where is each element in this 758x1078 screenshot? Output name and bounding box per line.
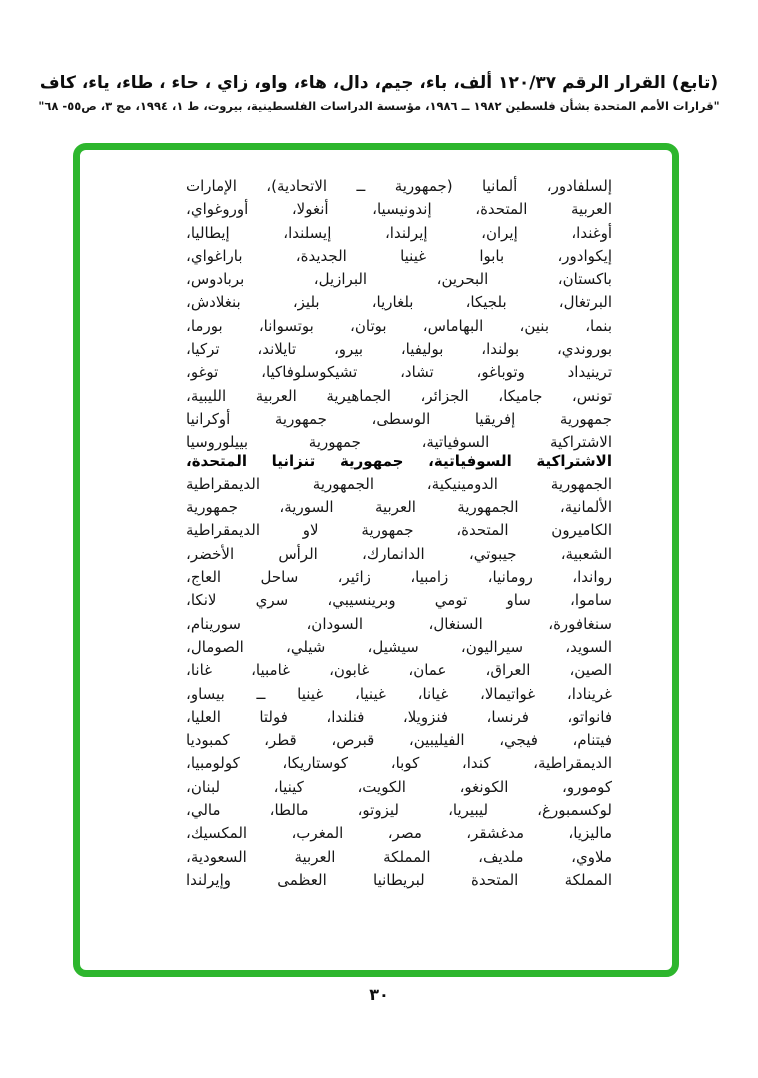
country-list-line: ساموا، ساو تومي وبرينسيبي، سري لانكا، — [186, 591, 612, 610]
country-list-line: كومورو، الكونغو، الكويت، كينيا، لبنان، — [186, 777, 612, 796]
country-list-line: رواندا، رومانيا، زامبيا، زائير، ساحل العاج، — [186, 568, 612, 587]
country-list-line: تونس، جاميكا، الجزائر، الجماهيرية العربية الليبية، — [186, 386, 612, 405]
country-list-line: بوروندي، بولندا، بوليفيا، بيرو، تايلاند، تركيا، — [186, 340, 612, 359]
country-list-line: ترينيداد وتوباغو، تشاد، تشيكوسلوفاكيا، توغو، — [186, 363, 612, 382]
country-list-line: باكستان، البحرين، البرازيل، بربادوس، — [186, 270, 612, 289]
country-list-line: الشعبية، جيبوتي، الدانمارك، الرأس الأخضر، — [186, 544, 612, 563]
country-list-line: إيكوادور، بابوا غينيا الجديدة، باراغواي، — [186, 246, 612, 265]
country-list-line: الجمهورية الدومينيكية، الجمهورية الديمقراطية — [186, 474, 612, 493]
country-list-line: المملكة المتحدة لبريطانيا العظمى وإيرلندا — [186, 870, 612, 889]
page-number: ٣٠ — [369, 985, 389, 1004]
country-list-line: الاشتراكية السوفياتية، جمهورية تنزانيا المتحدة، — [186, 451, 612, 470]
country-list-line: السويد، سيراليون، سيشيل، شيلي، الصومال، — [186, 637, 612, 656]
country-list-line: أوغندا، إيران، إيرلندا، إيسلندا، إيطاليا، — [186, 223, 612, 242]
country-list — [80, 150, 672, 970]
document-header-source: "قرارات الأمم المتحدة بشأن فلسطين ١٩٨٢ ــ ١٩٨٦، مؤسسة الدراسات الفلسطينية، بيروت، ط ١، ١٩٩٤، مج ٣، ص٥٥- ٦٨" — [38, 99, 720, 113]
country-list-line: الاشتراكية السوفياتية، جمهورية بييلوروسيا — [186, 433, 612, 452]
country-list-line: لوكسمبورغ، ليبيريا، ليزوتو، مالطا، مالي، — [186, 801, 612, 820]
country-list-line: جمهورية إفريقيا الوسطى، جمهورية أوكرانيا — [186, 409, 612, 428]
country-list-line: فيتنام، فيجي، الفيليبين، قبرص، قطر، كمبوديا — [186, 731, 612, 750]
country-list-line: إلسلفادور، ألمانيا (جمهورية ــ الاتحادية)، الإمارات — [186, 177, 612, 195]
country-list-line: بنما، بنين، البهاماس، بوتان، بوتسوانا، بورما، — [186, 316, 612, 335]
country-list-line: الصين، العراق، عمان، غابون، غامبيا، غانا، — [186, 661, 612, 680]
document-header — [0, 72, 758, 114]
document-header-title: (تابع) القرار الرقم ١٢٠/٣٧ ألف، باء، جيم، دال، هاء، واو، زاي ، حاء ، طاء، ياء، كاف — [39, 73, 719, 93]
country-list-line: فانواتو، فرنسا، فنزويلا، فنلندا، فولتا العليا، — [186, 707, 612, 726]
country-list-line: الألمانية، الجمهورية العربية السورية، جمهورية — [186, 498, 612, 517]
country-list-line: البرتغال، بلجيكا، بلغاريا، بليز، بنغلادش، — [186, 293, 612, 312]
country-list-line: ملاوي، ملديف، المملكة العربية السعودية، — [186, 847, 612, 866]
country-list-line: العربية المتحدة، إندونيسيا، أنغولا، أوروغواي، — [186, 200, 612, 219]
country-list-line: الكاميرون المتحدة، جمهورية لاو الديمقراطية — [186, 521, 612, 540]
country-list-line: سنغافورة، السنغال، السودان، سورينام، — [186, 614, 612, 633]
country-list-line: ماليزيا، مدغشقر، مصر، المغرب، المكسيك، — [186, 824, 612, 843]
country-list-line: غرينادا، غواتيمالا، غيانا، غينيا، غينيا ــ بيساو، — [186, 684, 612, 703]
country-list-line: الديمقراطية، كندا، كوبا، كوستاريكا، كولومبيا، — [186, 754, 612, 773]
